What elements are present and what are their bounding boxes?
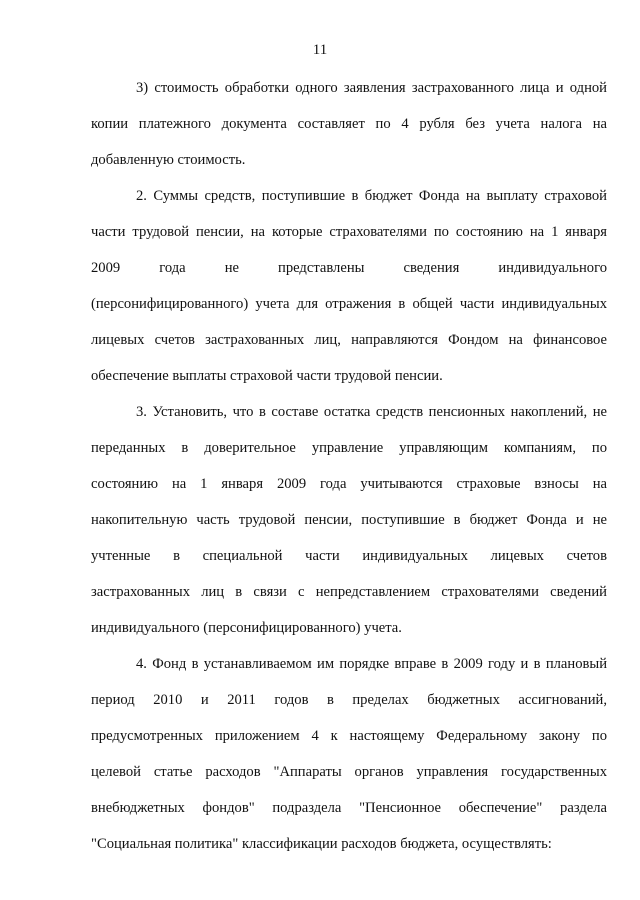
- text-line: 3. Установить, что в составе остатка средств пенсионных накоплений, не: [136, 404, 607, 420]
- text-line: предусмотренных приложением 4 к настоящему Федеральному закону по: [91, 728, 607, 744]
- text-line: период 2010 и 2011 годов в пределах бюджетных ассигнований,: [91, 692, 607, 708]
- text-line: лицевых счетов застрахованных лиц, направляются Фондом на финансовое: [91, 332, 607, 348]
- text-line: переданных в доверительное управление управляющим компаниям, по: [91, 440, 607, 456]
- text-line: (персонифицированного) учета для отражения в общей части индивидуальных: [91, 296, 607, 312]
- text-line: добавленную стоимость.: [91, 152, 246, 168]
- text-line: обеспечение выплаты страховой части трудовой пенсии.: [91, 368, 443, 384]
- text-line: 3) стоимость обработки одного заявления застрахованного лица и одной: [136, 80, 607, 96]
- text-line: 2. Суммы средств, поступившие в бюджет Фонда на выплату страховой: [136, 188, 607, 204]
- text-line: состоянию на 1 января 2009 года учитываются страховые взносы на: [91, 476, 607, 492]
- text-line: накопительную часть трудовой пенсии, поступившие в бюджет Фонда и не: [91, 512, 607, 528]
- page-number: 11: [312, 42, 328, 58]
- text-line: части трудовой пенсии, на которые страхователями по состоянию на 1 января: [91, 224, 607, 240]
- text-line: 2009 года не представлены сведения индивидуального: [91, 260, 607, 276]
- text-line: "Социальная политика" классификации расходов бюджета, осуществлять:: [91, 836, 552, 852]
- text-line: учтенные в специальной части индивидуальных лицевых счетов: [91, 548, 607, 564]
- text-line: внебюджетных фондов" подраздела "Пенсионное обеспечение" раздела: [91, 800, 607, 816]
- text-line: застрахованных лиц в связи с непредставлением страхователями сведений: [91, 584, 607, 600]
- text-line: индивидуального (персонифицированного) учета.: [91, 620, 402, 636]
- text-line: целевой статье расходов "Аппараты органов управления государственных: [91, 764, 607, 780]
- text-line: 4. Фонд в устанавливаемом им порядке вправе в 2009 году и в плановый: [136, 656, 607, 672]
- text-line: копии платежного документа составляет по 4 рубля без учета налога на: [91, 116, 607, 132]
